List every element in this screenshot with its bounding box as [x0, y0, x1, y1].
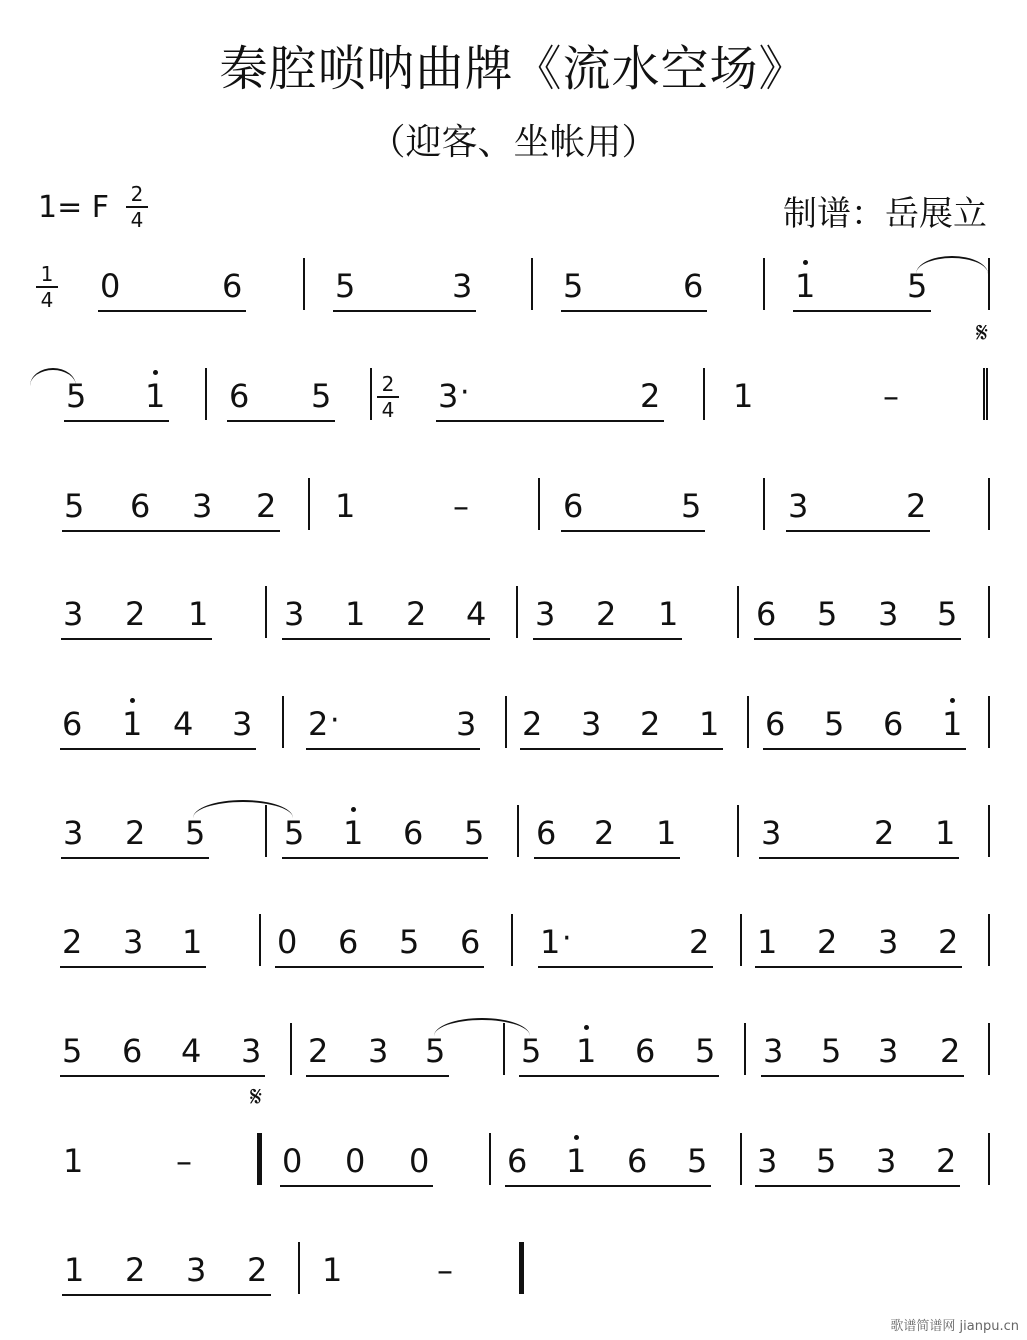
- note: 5: [185, 814, 206, 852]
- note: 2: [247, 1251, 268, 1289]
- barline: [763, 478, 765, 530]
- note-high-1: 1: [343, 814, 364, 852]
- beam-underline: [306, 1075, 449, 1077]
- beam-underline: [306, 748, 480, 750]
- watermark: 歌谱简谱网 jianpu.cn: [890, 1319, 1019, 1334]
- octave-dot: [803, 260, 808, 265]
- octave-dot: [950, 698, 955, 703]
- barline: [538, 478, 540, 530]
- note-high-1: 1: [576, 1032, 597, 1070]
- barline: [265, 586, 267, 638]
- note: 5: [937, 595, 958, 633]
- note: 3: [878, 923, 899, 961]
- note: 6: [536, 814, 557, 852]
- note: 5: [464, 814, 485, 852]
- dash: –: [453, 487, 469, 525]
- barline: [744, 1023, 746, 1075]
- beam-underline: [98, 310, 246, 312]
- beam-underline: [561, 310, 707, 312]
- barline: [511, 914, 513, 966]
- note: 3: [63, 595, 84, 633]
- note: 6: [229, 377, 250, 415]
- note: 1: [757, 923, 778, 961]
- note-dotted: 1: [540, 923, 561, 961]
- augmentation-dot: ·: [330, 703, 340, 738]
- tie: [916, 256, 988, 274]
- beam-underline: [754, 638, 961, 640]
- note-high-1: 1: [122, 705, 143, 743]
- note: 2: [256, 487, 277, 525]
- pickup-denominator: 4: [40, 288, 54, 312]
- note: 0: [277, 923, 298, 961]
- note: 6: [563, 487, 584, 525]
- beam-underline: [61, 638, 212, 640]
- segno-icon: 𝄋: [250, 1080, 263, 1113]
- note: 1: [658, 595, 679, 633]
- note: 5: [824, 705, 845, 743]
- beam-underline: [755, 1185, 960, 1187]
- augmentation-dot: ·: [562, 921, 572, 956]
- note: 5: [821, 1032, 842, 1070]
- note: 2: [596, 595, 617, 633]
- beam-underline: [60, 1075, 265, 1077]
- note: 2: [936, 1142, 957, 1180]
- note: 3: [241, 1032, 262, 1070]
- subtitle: （迎客、坐帐用）: [369, 122, 658, 163]
- beam-underline: [227, 420, 335, 422]
- dash: –: [883, 377, 899, 415]
- double-barline: [983, 368, 985, 420]
- note: 1: [733, 377, 754, 415]
- beam-underline: [538, 966, 713, 968]
- note: 3: [761, 814, 782, 852]
- note: 3: [186, 1251, 207, 1289]
- barline: [505, 696, 507, 748]
- note: 6: [507, 1142, 528, 1180]
- note-high-1: 1: [795, 267, 816, 305]
- note: 5: [311, 377, 332, 415]
- note: 1: [188, 595, 209, 633]
- time-signature-denominator: 4: [130, 208, 144, 232]
- note: 3: [535, 595, 556, 633]
- note: 2: [938, 923, 959, 961]
- note: 5: [66, 377, 87, 415]
- note: 1: [64, 1251, 85, 1289]
- time-signature: [126, 184, 148, 230]
- note: 2: [406, 595, 427, 633]
- note: 3: [763, 1032, 784, 1070]
- barline: [303, 258, 305, 310]
- beam-underline: [534, 857, 680, 859]
- segno-icon: 𝄋: [976, 316, 989, 349]
- note: 2: [62, 923, 83, 961]
- note: 5: [687, 1142, 708, 1180]
- key-signature: 1= F: [38, 190, 110, 225]
- barline: [988, 805, 990, 857]
- barline: [205, 368, 207, 420]
- beam-underline: [64, 420, 169, 422]
- octave-dot: [153, 370, 158, 375]
- note: 5: [817, 595, 838, 633]
- beam-underline: [62, 1294, 271, 1296]
- note: 3: [232, 705, 253, 743]
- beam-underline: [282, 638, 490, 640]
- meter-change-denominator: 4: [381, 398, 395, 422]
- octave-dot: [351, 807, 356, 812]
- barline: [988, 914, 990, 966]
- note: 6: [756, 595, 777, 633]
- note: 6: [460, 923, 481, 961]
- note: 0: [345, 1142, 366, 1180]
- tie: [434, 1018, 530, 1036]
- note: 2: [640, 705, 661, 743]
- note: 5: [399, 923, 420, 961]
- barline: [703, 368, 705, 420]
- note: 6: [403, 814, 424, 852]
- note: 3: [757, 1142, 778, 1180]
- beam-underline: [60, 966, 206, 968]
- note: 1: [63, 1142, 84, 1180]
- barline: [259, 914, 261, 966]
- barline: [988, 1023, 990, 1075]
- tie: [30, 368, 76, 386]
- meter-change-signature: [377, 374, 399, 420]
- note: 5: [695, 1032, 716, 1070]
- dash: –: [437, 1251, 453, 1289]
- note: 3: [581, 705, 602, 743]
- barline: [988, 258, 990, 310]
- note: 4: [466, 595, 487, 633]
- note: 3: [876, 1142, 897, 1180]
- note-high-1: 1: [942, 705, 963, 743]
- beam-underline: [505, 1185, 711, 1187]
- note: 2: [874, 814, 895, 852]
- barline: [370, 368, 372, 420]
- note: 2: [594, 814, 615, 852]
- barline: [737, 586, 739, 638]
- composer-credit: 制谱：岳展立: [783, 194, 987, 234]
- beam-underline: [755, 966, 962, 968]
- note: 6: [883, 705, 904, 743]
- beam-underline: [61, 857, 209, 859]
- meter-change-numerator: 2: [381, 372, 395, 396]
- note: 2: [308, 1032, 329, 1070]
- beam-underline: [519, 1075, 719, 1077]
- note: 2: [906, 487, 927, 525]
- dash: –: [176, 1142, 192, 1180]
- barline: [988, 478, 990, 530]
- barline: [531, 258, 533, 310]
- barline: [519, 1242, 524, 1294]
- note: 0: [282, 1142, 303, 1180]
- note: 3: [123, 923, 144, 961]
- barline: [257, 1133, 262, 1185]
- note: 2: [522, 705, 543, 743]
- barline: [516, 586, 518, 638]
- beam-underline: [533, 638, 682, 640]
- barline: [988, 586, 990, 638]
- barline: [308, 478, 310, 530]
- note: 6: [627, 1142, 648, 1180]
- tie: [193, 800, 293, 818]
- barline: [740, 1133, 742, 1185]
- note: 4: [181, 1032, 202, 1070]
- beam-underline: [436, 420, 664, 422]
- note: 5: [907, 267, 928, 305]
- octave-dot: [574, 1135, 579, 1140]
- note: 1: [345, 595, 366, 633]
- note: 6: [635, 1032, 656, 1070]
- note: 3: [788, 487, 809, 525]
- note: 6: [222, 267, 243, 305]
- barline: [489, 1133, 491, 1185]
- note: 2: [125, 814, 146, 852]
- note-dotted: 3: [438, 377, 459, 415]
- barline: [747, 696, 749, 748]
- beam-underline: [275, 966, 484, 968]
- note: 3: [192, 487, 213, 525]
- octave-dot: [584, 1025, 589, 1030]
- note: 5: [64, 487, 85, 525]
- note: 5: [284, 814, 305, 852]
- note: 2: [125, 1251, 146, 1289]
- note: 3: [284, 595, 305, 633]
- note: 1: [656, 814, 677, 852]
- note: 5: [62, 1032, 83, 1070]
- note: 0: [100, 267, 121, 305]
- barline: [290, 1023, 292, 1075]
- note: 2: [125, 595, 146, 633]
- note: 4: [173, 705, 194, 743]
- note: 0: [409, 1142, 430, 1180]
- pickup-numerator: 1: [40, 262, 54, 286]
- barline: [737, 805, 739, 857]
- beam-underline: [520, 748, 723, 750]
- beam-underline: [793, 310, 931, 312]
- barline: [298, 1242, 300, 1294]
- note: 3: [63, 814, 84, 852]
- note: 1: [335, 487, 356, 525]
- note: 2: [817, 923, 838, 961]
- note: 5: [681, 487, 702, 525]
- note: 6: [765, 705, 786, 743]
- barline: [986, 368, 988, 420]
- barline: [988, 696, 990, 748]
- note: 2: [689, 923, 710, 961]
- note: 1: [182, 923, 203, 961]
- note: 1: [322, 1251, 343, 1289]
- beam-underline: [333, 310, 476, 312]
- note: 6: [338, 923, 359, 961]
- note: 5: [521, 1032, 542, 1070]
- pickup-time-signature: [36, 264, 58, 310]
- note-dotted: 2: [308, 705, 329, 743]
- note: 3: [878, 595, 899, 633]
- note: 6: [683, 267, 704, 305]
- beam-underline: [763, 748, 966, 750]
- beam-underline: [62, 530, 280, 532]
- note-high-1: 1: [145, 377, 166, 415]
- note: 5: [425, 1032, 446, 1070]
- augmentation-dot: ·: [460, 375, 470, 410]
- note: 1: [935, 814, 956, 852]
- note: 2: [940, 1032, 961, 1070]
- octave-dot: [130, 698, 135, 703]
- note: 3: [878, 1032, 899, 1070]
- note: 2: [640, 377, 661, 415]
- beam-underline: [282, 857, 488, 859]
- note: 5: [816, 1142, 837, 1180]
- note: 5: [563, 267, 584, 305]
- time-signature-numerator: 2: [130, 182, 144, 206]
- note: 3: [452, 267, 473, 305]
- note-high-1: 1: [566, 1142, 587, 1180]
- page-title: 秦腔唢呐曲牌《流水空场》: [219, 41, 808, 97]
- note: 3: [368, 1032, 389, 1070]
- note: 6: [130, 487, 151, 525]
- beam-underline: [280, 1185, 433, 1187]
- beam-underline: [759, 857, 959, 859]
- note: 6: [62, 705, 83, 743]
- note: 5: [335, 267, 356, 305]
- barline: [740, 914, 742, 966]
- barline: [282, 696, 284, 748]
- note: 3: [456, 705, 477, 743]
- beam-underline: [561, 530, 705, 532]
- note: 6: [122, 1032, 143, 1070]
- beam-underline: [761, 1075, 964, 1077]
- barline: [988, 1133, 990, 1185]
- barline: [763, 258, 765, 310]
- beam-underline: [786, 530, 930, 532]
- barline: [517, 805, 519, 857]
- beam-underline: [60, 748, 256, 750]
- note: 1: [699, 705, 720, 743]
